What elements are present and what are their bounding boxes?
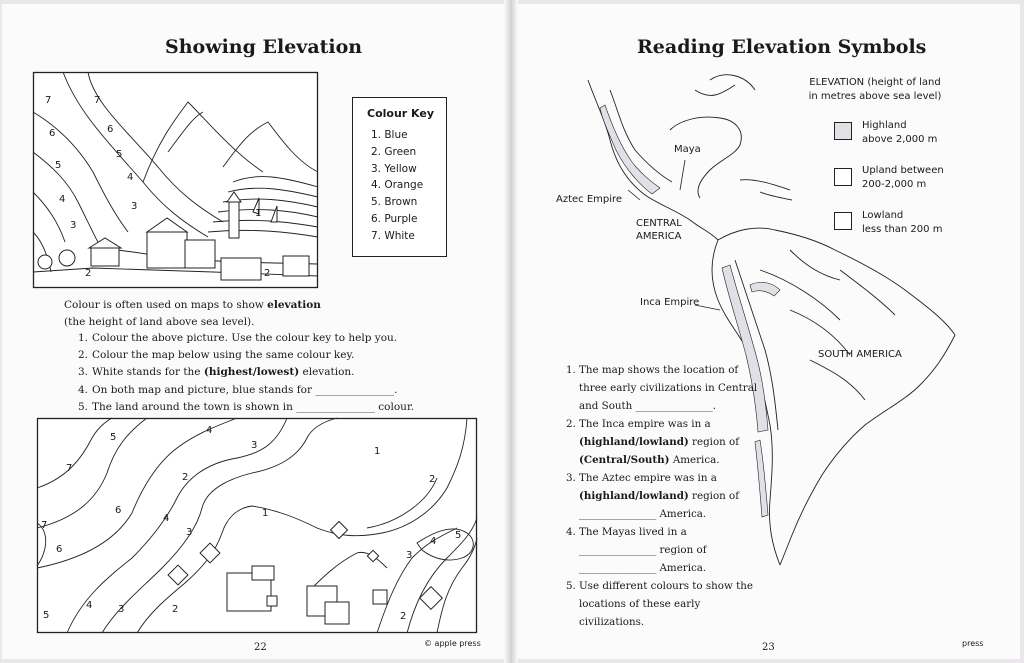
question (78, 382, 414, 399)
label-pointers (600, 150, 800, 270)
picture-number: 2 (264, 268, 271, 279)
question (78, 364, 414, 381)
lowland-text (862, 209, 942, 237)
left-footer: © apple press (424, 639, 481, 648)
south-america-label: SOUTH AMERICA (818, 349, 902, 360)
legend-title-1: ELEVATION (height of land (809, 77, 941, 88)
legend-line: less than 200 m (862, 224, 943, 235)
colour-key-item: 6. Purple (371, 212, 418, 225)
q-line: three early civilizations in Central (579, 382, 758, 394)
central-line2: AMERICA (636, 231, 682, 242)
intro-paragraph (64, 297, 321, 331)
q-text: elevation. (299, 366, 355, 379)
q-line: region of (688, 490, 740, 502)
q-line: The Mayas lived in a (579, 526, 687, 538)
map-number: 2 (429, 474, 436, 485)
map-number: 6 (115, 505, 122, 516)
legend-line: Upland between (862, 165, 944, 176)
q-number: 2. (566, 418, 576, 430)
upland-swatch (834, 168, 852, 186)
q-line: _______________ America. (579, 508, 707, 520)
q-text: The land around the town is shown in _______________ colour. (92, 400, 415, 413)
question (566, 415, 761, 469)
map-number: 2 (182, 472, 189, 483)
map-number: 6 (56, 544, 63, 555)
mountain-picture (33, 72, 318, 288)
colour-key-item: 2. Green (371, 145, 417, 158)
right-footer: press (962, 639, 984, 648)
inca-label: Inca Empire (640, 297, 700, 308)
q-number: 1. (566, 364, 576, 376)
picture-number: 5 (116, 149, 123, 160)
q-line: The map shows the location of (579, 364, 739, 376)
map-number: 3 (186, 527, 193, 538)
picture-number: 7 (45, 95, 52, 106)
map-number: 4 (163, 513, 170, 524)
q-number: 1. (78, 332, 89, 344)
intro-text: Colour is often used on maps to show (64, 299, 268, 311)
question (78, 330, 414, 347)
left-page-number: 22 (254, 642, 267, 653)
left-questions (78, 330, 414, 416)
q-line: The Inca empire was in a (579, 418, 711, 430)
colour-key-item: 1. Blue (371, 129, 408, 141)
question (566, 361, 761, 415)
q-line: region of (688, 436, 740, 448)
central-line1: CENTRAL (636, 218, 682, 229)
picture-number: 1 (255, 208, 262, 219)
q-text: Colour the above picture. Use the colour key to help you. (92, 332, 398, 344)
q-bold: (highland/lowland) (579, 490, 689, 502)
upland-text (862, 164, 944, 192)
map-number: 7 (41, 520, 48, 531)
map-number: 2 (172, 604, 179, 615)
right-questions (566, 361, 761, 631)
q-line: and South _______________. (579, 400, 717, 412)
question (78, 399, 414, 416)
q-line: _______________ America. (579, 562, 707, 574)
legend-line: above 2,000 m (862, 134, 938, 145)
q-line: The Aztec empire was in a (579, 472, 717, 484)
legend-title-2: in metres above sea level) (808, 91, 942, 102)
q-bold: (highland/lowland) (579, 436, 689, 448)
colour-key-item: 3. Yellow (371, 162, 417, 175)
q-text: Colour the map below using the same colour key. (92, 349, 355, 362)
picture-number: 4 (127, 172, 134, 183)
colour-key-title: Colour Key (367, 107, 435, 120)
q-number: 4. (566, 526, 576, 538)
colour-key-list (371, 127, 423, 245)
q-number: 5. (78, 400, 89, 413)
book-gutter (504, 0, 518, 663)
colour-key-item: 7. White (371, 229, 415, 242)
q-line: _______________ region of (579, 544, 707, 556)
map-number: 1 (374, 446, 381, 457)
map-number: 7 (66, 463, 73, 474)
map-number: 3 (251, 440, 258, 451)
elevation-legend-title (800, 76, 950, 104)
aztec-label: Aztec Empire (556, 194, 623, 205)
map-number: 3 (118, 604, 125, 615)
right-page-number: 23 (762, 642, 775, 653)
map-number: 2 (400, 611, 407, 622)
map-number: 1 (262, 508, 269, 519)
highland-text (862, 119, 937, 147)
q-number: 4. (78, 383, 89, 396)
q-number: 3. (78, 366, 89, 379)
q-number: 2. (78, 349, 89, 362)
colour-key (352, 97, 447, 257)
maya-label: Maya (674, 144, 701, 155)
legend-line: Highland (862, 120, 907, 131)
q-bold: (highest/lowest) (203, 366, 300, 379)
picture-number: 4 (59, 194, 66, 205)
q-line: locations of these early civilizations. (579, 598, 701, 628)
colour-key-item: 4. Orange (371, 179, 424, 192)
map-number: 5 (455, 530, 462, 541)
left-page-title: Showing Elevation (165, 36, 363, 58)
q-number: 3. (566, 472, 576, 484)
picture-number: 5 (55, 160, 62, 171)
q-bold: (Central/South) (579, 454, 670, 466)
colour-key-item: 5. Brown (371, 196, 418, 209)
question (566, 523, 761, 577)
legend-line: Lowland (862, 210, 904, 221)
map-number: 4 (86, 600, 93, 611)
question (78, 347, 414, 364)
map-number: 5 (110, 432, 117, 443)
lowland-swatch (834, 212, 852, 230)
map-number: 3 (406, 550, 413, 561)
intro-bold: elevation (267, 299, 321, 311)
map-number: 4 (430, 536, 437, 547)
q-number: 5. (566, 580, 576, 592)
picture-number: 3 (131, 201, 138, 212)
intro-text-2: (the height of land above sea level). (64, 316, 255, 328)
legend-line: 200-2,000 m (862, 179, 927, 190)
picture-number: 6 (49, 128, 56, 139)
picture-number: 2 (85, 268, 92, 279)
picture-number: 6 (107, 124, 114, 135)
map-number: 4 (206, 425, 213, 436)
highland-swatch (834, 122, 852, 140)
picture-number: 3 (70, 220, 77, 231)
q-line: America. (669, 454, 720, 466)
map-number: 5 (43, 610, 50, 621)
q-line: Use different colours to show the (579, 580, 753, 592)
question (566, 577, 761, 631)
question (566, 469, 761, 523)
q-text: White stands for the (92, 366, 204, 379)
picture-number: 7 (94, 95, 101, 106)
right-page-title: Reading Elevation Symbols (637, 36, 927, 58)
q-text: On both map and picture, blue stands for _______________. (92, 383, 398, 396)
